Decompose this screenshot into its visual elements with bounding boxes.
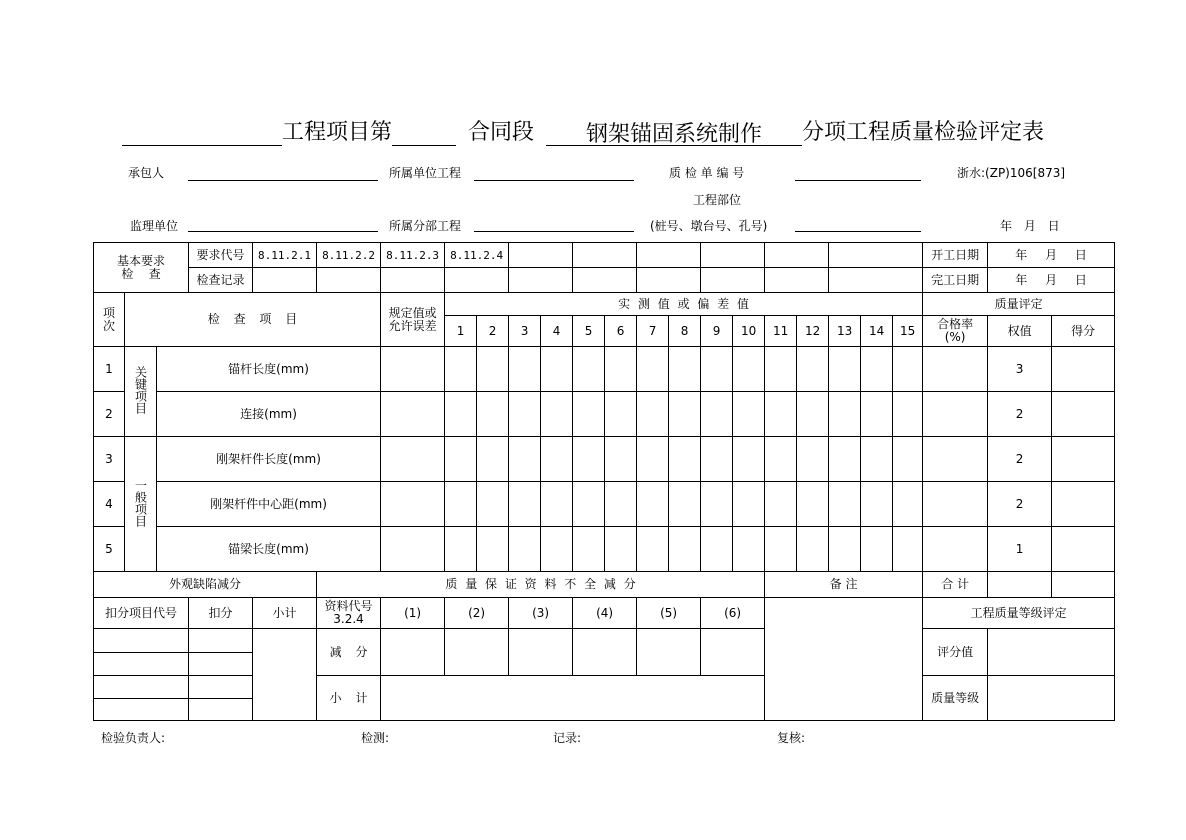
check-item-header: 检 查 项 目 <box>125 293 381 347</box>
measure-cell[interactable] <box>669 527 701 572</box>
measure-point-header: 13 <box>829 316 861 347</box>
row-seq: 1 <box>94 347 125 392</box>
location-note: (桩号、墩台号、孔号) <box>650 219 768 233</box>
measure-cell[interactable] <box>445 482 477 527</box>
title-text-1: 工程项目第 <box>282 120 393 145</box>
measure-cell[interactable] <box>509 392 541 437</box>
deduct-code-header: 扣分项目代号 <box>94 598 189 629</box>
requirement-code-label: 要求代号 <box>189 243 253 268</box>
inspector-label: 检验负责人: <box>101 731 166 745</box>
qa-minus-cell[interactable] <box>701 629 765 676</box>
seq-header: 项次 <box>94 293 125 347</box>
contractor-field[interactable] <box>188 180 378 181</box>
cell[interactable] <box>829 243 923 268</box>
measure-cell[interactable] <box>893 347 923 392</box>
supervisor-field[interactable] <box>188 231 378 232</box>
measure-point-header: 7 <box>637 316 669 347</box>
score-value-label: 评分值 <box>923 629 988 676</box>
review-label: 复核: <box>777 731 806 745</box>
deduct-code-cell[interactable] <box>94 676 189 699</box>
measure-cell[interactable] <box>573 527 605 572</box>
spec-cell[interactable] <box>381 527 445 572</box>
measure-cell[interactable] <box>797 347 829 392</box>
subtotal-header: 小计 <box>253 598 317 629</box>
measure-cell[interactable] <box>541 437 573 482</box>
form-title <box>122 115 1044 146</box>
measure-cell[interactable] <box>893 437 923 482</box>
measure-cell[interactable] <box>797 527 829 572</box>
measure-cell[interactable] <box>445 437 477 482</box>
cell[interactable] <box>701 243 765 268</box>
table-row <box>94 437 1115 482</box>
data-code-header: 资料代号 3.2.4 <box>317 598 381 629</box>
qa-item-header: (6) <box>701 598 765 629</box>
measure-cell[interactable] <box>829 482 861 527</box>
measure-cell[interactable] <box>701 347 733 392</box>
cell[interactable] <box>765 243 829 268</box>
measure-cell[interactable] <box>637 527 669 572</box>
measure-point-header: 1 <box>445 316 477 347</box>
start-date-field[interactable]: 年 月 日 <box>988 243 1115 268</box>
table-row <box>94 392 1115 437</box>
score-cell[interactable] <box>1052 392 1115 437</box>
record-label: 记录: <box>553 731 582 745</box>
measure-point-header: 5 <box>573 316 605 347</box>
weight-value: 3 <box>988 347 1052 392</box>
measure-cell[interactable] <box>797 482 829 527</box>
measure-point-header: 8 <box>669 316 701 347</box>
measure-cell[interactable] <box>893 392 923 437</box>
pass-rate-cell[interactable] <box>923 392 988 437</box>
measure-cell[interactable] <box>861 437 893 482</box>
supervisor-label: 监理单位 <box>130 219 179 233</box>
measure-point-header: 3 <box>509 316 541 347</box>
measure-cell[interactable] <box>477 482 509 527</box>
inspection-no-label: 质 检 单 编 号 <box>669 166 745 180</box>
total-label: 合 计 <box>923 572 988 598</box>
measure-cell[interactable] <box>573 392 605 437</box>
measure-point-header: 9 <box>701 316 733 347</box>
measure-cell[interactable] <box>605 347 637 392</box>
record-cell[interactable] <box>509 268 573 293</box>
group-label-general <box>125 437 157 572</box>
qa-subtotal-label: 小 计 <box>317 676 381 721</box>
measure-cell[interactable] <box>765 347 797 392</box>
end-date-label: 完工日期 <box>923 268 988 293</box>
grade-eval-header: 工程质量等级评定 <box>923 598 1115 629</box>
measure-cell[interactable] <box>733 347 765 392</box>
measure-cell[interactable] <box>669 392 701 437</box>
measure-cell[interactable] <box>829 527 861 572</box>
measure-cell[interactable] <box>893 482 923 527</box>
spec-header: 规定值或允许误差 <box>381 293 445 347</box>
record-cell[interactable] <box>765 268 829 293</box>
measure-cell[interactable] <box>765 527 797 572</box>
header-date: 年 月 日 <box>1000 219 1060 233</box>
deduct-cell[interactable] <box>189 629 253 653</box>
score-cell[interactable] <box>1052 437 1115 482</box>
qa-item-header: (3) <box>509 598 573 629</box>
measure-cell[interactable] <box>541 482 573 527</box>
project-name-blank[interactable] <box>122 117 282 146</box>
measure-cell[interactable] <box>701 527 733 572</box>
measure-cell[interactable] <box>637 347 669 392</box>
cell[interactable] <box>573 243 637 268</box>
table-row <box>94 482 1115 527</box>
quality-header: 质量评定 <box>923 293 1115 316</box>
item-name: 锚杆长度(mm) <box>157 347 381 392</box>
deduct-cell[interactable] <box>189 676 253 699</box>
pass-rate-cell[interactable] <box>923 437 988 482</box>
measure-cell[interactable] <box>509 347 541 392</box>
measure-cell[interactable] <box>797 392 829 437</box>
row-seq: 4 <box>94 482 125 527</box>
cell[interactable] <box>637 243 701 268</box>
record-cell[interactable] <box>573 268 637 293</box>
form-code: 浙水:(ZP)106[873] <box>957 166 1066 180</box>
deduct-code-cell[interactable] <box>94 653 189 676</box>
division-project-label: 所属分部工程 <box>389 219 462 233</box>
deduct-cell[interactable] <box>189 653 253 676</box>
pass-rate-header: 合格率(%) <box>923 316 988 347</box>
measure-cell[interactable] <box>573 482 605 527</box>
measure-cell[interactable] <box>733 482 765 527</box>
measure-point-header: 12 <box>797 316 829 347</box>
quality-grade-cell[interactable] <box>988 676 1115 721</box>
measure-cell[interactable] <box>541 392 573 437</box>
score-value-cell[interactable] <box>988 629 1115 676</box>
measure-cell[interactable] <box>605 392 637 437</box>
measure-cell[interactable] <box>477 527 509 572</box>
measure-cell[interactable] <box>829 347 861 392</box>
contractor-label: 承包人 <box>128 166 165 180</box>
row-seq: 3 <box>94 437 125 482</box>
measure-cell[interactable] <box>605 527 637 572</box>
measure-cell[interactable] <box>669 437 701 482</box>
record-cell[interactable] <box>637 268 701 293</box>
remarks-header: 备 注 <box>765 572 923 598</box>
spec-cell[interactable] <box>381 437 445 482</box>
location-field[interactable] <box>795 231 921 232</box>
weight-value: 2 <box>988 392 1052 437</box>
pass-rate-cell[interactable] <box>923 482 988 527</box>
measure-cell[interactable] <box>637 437 669 482</box>
inspection-no-field[interactable] <box>795 180 921 181</box>
weight-value: 1 <box>988 527 1052 572</box>
measure-cell[interactable] <box>445 527 477 572</box>
measure-point-header: 11 <box>765 316 797 347</box>
measure-cell[interactable] <box>509 527 541 572</box>
measure-cell[interactable] <box>573 347 605 392</box>
qa-item-header: (5) <box>637 598 701 629</box>
item-name: 连接(mm) <box>157 392 381 437</box>
measure-cell[interactable] <box>829 392 861 437</box>
deduct-code-cell[interactable] <box>94 629 189 653</box>
measure-cell[interactable] <box>765 437 797 482</box>
measure-cell[interactable] <box>861 347 893 392</box>
requirement-code: 8.11.2.1 <box>253 243 317 268</box>
location-label: 工程部位 <box>693 193 742 207</box>
group-label: 一般项目 <box>133 478 148 527</box>
requirement-code: 8.11.2.2 <box>317 243 381 268</box>
measure-cell[interactable] <box>861 482 893 527</box>
record-cell[interactable] <box>381 268 445 293</box>
item-name: 刚架杆件长度(mm) <box>157 437 381 482</box>
check-record-label: 检查记录 <box>189 268 253 293</box>
appearance-deduction-header: 外观缺陷减分 <box>94 572 317 598</box>
measure-cell[interactable] <box>637 392 669 437</box>
unit-project-label: 所属单位工程 <box>389 166 462 180</box>
weight-header: 权值 <box>988 316 1052 347</box>
measure-point-header: 4 <box>541 316 573 347</box>
requirement-code: 8.11.2.3 <box>381 243 445 268</box>
qa-minus-cell[interactable] <box>637 629 701 676</box>
measure-cell[interactable] <box>669 347 701 392</box>
end-date-field[interactable]: 年 月 日 <box>988 268 1115 293</box>
weight-value: 2 <box>988 482 1052 527</box>
quality-grade-label: 质量等级 <box>923 676 988 721</box>
qa-minus-cell[interactable] <box>381 629 445 676</box>
division-project-field[interactable] <box>474 231 634 232</box>
pass-rate-cell[interactable] <box>923 527 988 572</box>
measure-cell[interactable] <box>733 392 765 437</box>
title-text-3: 分项工程质量检验评定表 <box>802 120 1045 145</box>
measure-point-header: 15 <box>893 316 923 347</box>
title-text-2: 合同段 <box>468 120 535 145</box>
measure-cell[interactable] <box>541 347 573 392</box>
score-cell[interactable] <box>1052 527 1115 572</box>
measure-cell[interactable] <box>573 437 605 482</box>
measure-cell[interactable] <box>605 437 637 482</box>
qa-deduction-header: 质 量 保 证 资 料 不 全 减 分 <box>317 572 765 598</box>
test-label: 检测: <box>361 731 390 745</box>
pass-rate-cell[interactable] <box>923 347 988 392</box>
qa-item-header: (1) <box>381 598 445 629</box>
spec-cell[interactable] <box>381 347 445 392</box>
measure-cell[interactable] <box>509 482 541 527</box>
deduct-cell[interactable] <box>189 699 253 721</box>
measure-cell[interactable] <box>861 392 893 437</box>
qa-item-header: (4) <box>573 598 637 629</box>
qa-minus-cell[interactable] <box>573 629 637 676</box>
subtotal-cell[interactable] <box>253 629 317 721</box>
unit-project-field[interactable] <box>474 180 634 181</box>
total-cell[interactable] <box>1052 572 1115 598</box>
qa-minus-cell[interactable] <box>445 629 509 676</box>
qa-item-header: (2) <box>445 598 509 629</box>
measure-cell[interactable] <box>669 482 701 527</box>
measure-cell[interactable] <box>797 437 829 482</box>
deduct-code-cell[interactable] <box>94 699 189 721</box>
deduct-header: 扣分 <box>189 598 253 629</box>
measure-cell[interactable] <box>605 482 637 527</box>
measure-cell[interactable] <box>477 392 509 437</box>
measure-cell[interactable] <box>861 527 893 572</box>
spec-cell[interactable] <box>381 392 445 437</box>
requirement-code: 8.11.2.4 <box>445 243 509 268</box>
weight-value: 2 <box>988 437 1052 482</box>
measure-point-header: 14 <box>861 316 893 347</box>
record-cell[interactable] <box>701 268 765 293</box>
item-name: 锚梁长度(mm) <box>157 527 381 572</box>
measure-cell[interactable] <box>765 482 797 527</box>
group-label: 关键项目 <box>133 366 148 414</box>
cell[interactable] <box>509 243 573 268</box>
contract-blank[interactable] <box>392 117 456 146</box>
remarks-cell[interactable] <box>765 598 923 721</box>
group-label-key <box>125 347 157 437</box>
record-cell[interactable] <box>253 268 317 293</box>
basic-requirement-label: 基本要求 检 查 <box>94 243 189 293</box>
measure-cell[interactable] <box>701 392 733 437</box>
record-cell[interactable] <box>445 268 509 293</box>
measure-cell[interactable] <box>733 527 765 572</box>
table-row <box>94 347 1115 392</box>
measure-cell[interactable] <box>445 392 477 437</box>
record-cell[interactable] <box>829 268 923 293</box>
row-seq: 5 <box>94 527 125 572</box>
qa-subtotal-cell[interactable] <box>381 676 765 721</box>
measure-point-header: 2 <box>477 316 509 347</box>
measure-cell[interactable] <box>541 527 573 572</box>
spec-cell[interactable] <box>381 482 445 527</box>
score-cell[interactable] <box>1052 347 1115 392</box>
measure-cell[interactable] <box>701 482 733 527</box>
measure-cell[interactable] <box>829 437 861 482</box>
item-name: 刚架杆件中心距(mm) <box>157 482 381 527</box>
start-date-label: 开工日期 <box>923 243 988 268</box>
measure-cell[interactable] <box>765 392 797 437</box>
minus-label: 减 分 <box>317 629 381 676</box>
score-cell[interactable] <box>1052 482 1115 527</box>
measure-cell[interactable] <box>893 527 923 572</box>
measured-header: 实 测 值 或 偏 差 值 <box>445 293 923 316</box>
table-row <box>94 527 1115 572</box>
measure-cell[interactable] <box>477 347 509 392</box>
record-cell[interactable] <box>317 268 381 293</box>
measure-cell[interactable] <box>733 437 765 482</box>
score-header: 得分 <box>1052 316 1115 347</box>
qa-minus-cell[interactable] <box>509 629 573 676</box>
measure-cell[interactable] <box>445 347 477 392</box>
measure-point-header: 10 <box>733 316 765 347</box>
row-seq: 2 <box>94 392 125 437</box>
measure-cell[interactable] <box>477 437 509 482</box>
measure-cell[interactable] <box>509 437 541 482</box>
measure-cell[interactable] <box>637 482 669 527</box>
measure-point-header: 6 <box>605 316 637 347</box>
subproject-name: 钢架锚固系统制作 <box>546 117 802 146</box>
total-cell[interactable] <box>988 572 1052 598</box>
measure-cell[interactable] <box>701 437 733 482</box>
inspection-table <box>93 242 1115 721</box>
